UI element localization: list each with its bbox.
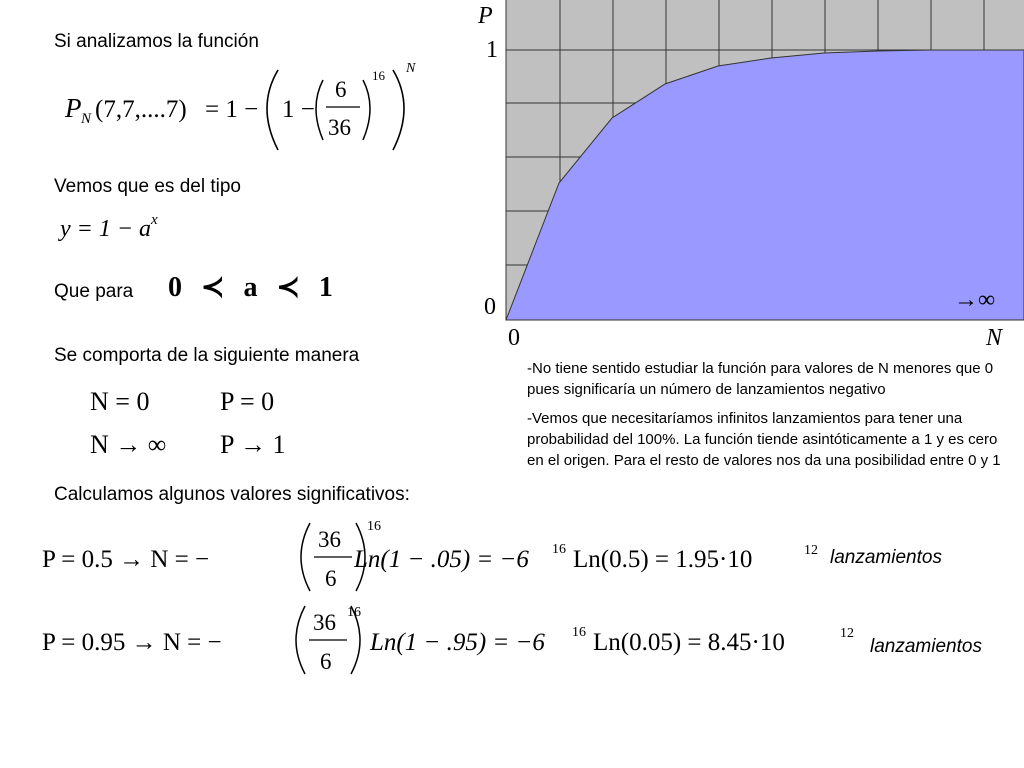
behavior-row-1-right: P = 0 [220, 387, 275, 416]
formula-lhs-sub: N [81, 111, 92, 127]
calc2-den: 6 [320, 649, 332, 674]
formula-exp-inner: 16 [372, 68, 385, 83]
behavior-row-2-left: N → ∞ [90, 430, 167, 459]
type-formula [60, 212, 158, 243]
formula-lhs: P [65, 93, 82, 123]
calc1-rest-b: Ln(0.5) = 1.95·10 [573, 546, 753, 573]
calc1-den: 6 [325, 566, 337, 591]
y-zero-tick: 0 [484, 294, 496, 320]
calc2-lhs: P = 0.95 → N = − [42, 629, 222, 656]
formula-num: 6 [335, 77, 347, 102]
formula-eq: = 1 − [205, 96, 259, 123]
behavior-row-2-right: P → 1 [220, 430, 286, 459]
behavior-row-1-left: N = 0 [90, 387, 150, 416]
y-axis-label: P [478, 3, 493, 29]
formula-inner: 1 − [282, 96, 315, 123]
calc2-rest-exp: 16 [572, 625, 586, 640]
main-formula [60, 55, 440, 160]
x-zero-tick: 0 [508, 325, 520, 351]
calc1-unit: lanzamientos [830, 547, 942, 568]
calc1-rest-a: Ln(1 − .05) = −6 [354, 546, 529, 573]
intro-range-text: Que para [54, 281, 134, 302]
y-top-tick: 1 [486, 37, 498, 63]
arrow-infinity-label: →∞ [954, 287, 996, 313]
intro-type-text: Vemos que es del tipo [54, 176, 241, 197]
type-formula-base: y = 1 − a [60, 216, 152, 242]
intro-calc-text: Calculamos algunos valores significativos: [54, 484, 410, 505]
formula-args: (7,7,....7) [95, 96, 187, 123]
calc1-rest-exp: 16 [552, 542, 566, 557]
calc1-exp: 16 [367, 519, 381, 534]
probability-graph [478, 0, 1024, 352]
calc1-lhs: P = 0.5 → N = − [42, 546, 210, 573]
formula-exp-outer: N [406, 61, 416, 76]
intro-analyze-text: Si analizamos la función [54, 31, 259, 52]
note-negative-values: -No tiene sentido estudiar la función para valores de N menores que 0 pues significaría un número de lanzamientos negativo [527, 360, 994, 398]
type-formula-exp: x [151, 212, 158, 228]
note-asymptotic: -Vemos que necesitaríamos infinitos lanzamientos para tener una probabilidad del 100%. La función tiende asintóticamente a 1 y es cero en el origen. Para el resto de valores nos da una posibilidad entre 0 y 1 [527, 410, 1001, 469]
calc2-num: 36 [313, 610, 336, 635]
formula-den: 36 [328, 115, 351, 140]
calc2-pow: 12 [840, 626, 854, 641]
calc2-exp: 16 [347, 605, 361, 620]
calc1-num: 36 [318, 527, 341, 552]
intro-behaves-text: Se comporta de la siguiente manera [54, 345, 360, 366]
range-formula: 0 ≺ a ≺ 1 [168, 272, 339, 303]
calc1-pow: 12 [804, 543, 818, 558]
calc2-unit: lanzamientos [870, 636, 982, 657]
calc2-rest-b: Ln(0.05) = 8.45·10 [593, 629, 785, 656]
x-axis-label: N [986, 325, 1003, 351]
calc-formula-2 [40, 600, 970, 685]
calc2-rest-a: Ln(1 − .95) = −6 [370, 629, 545, 656]
